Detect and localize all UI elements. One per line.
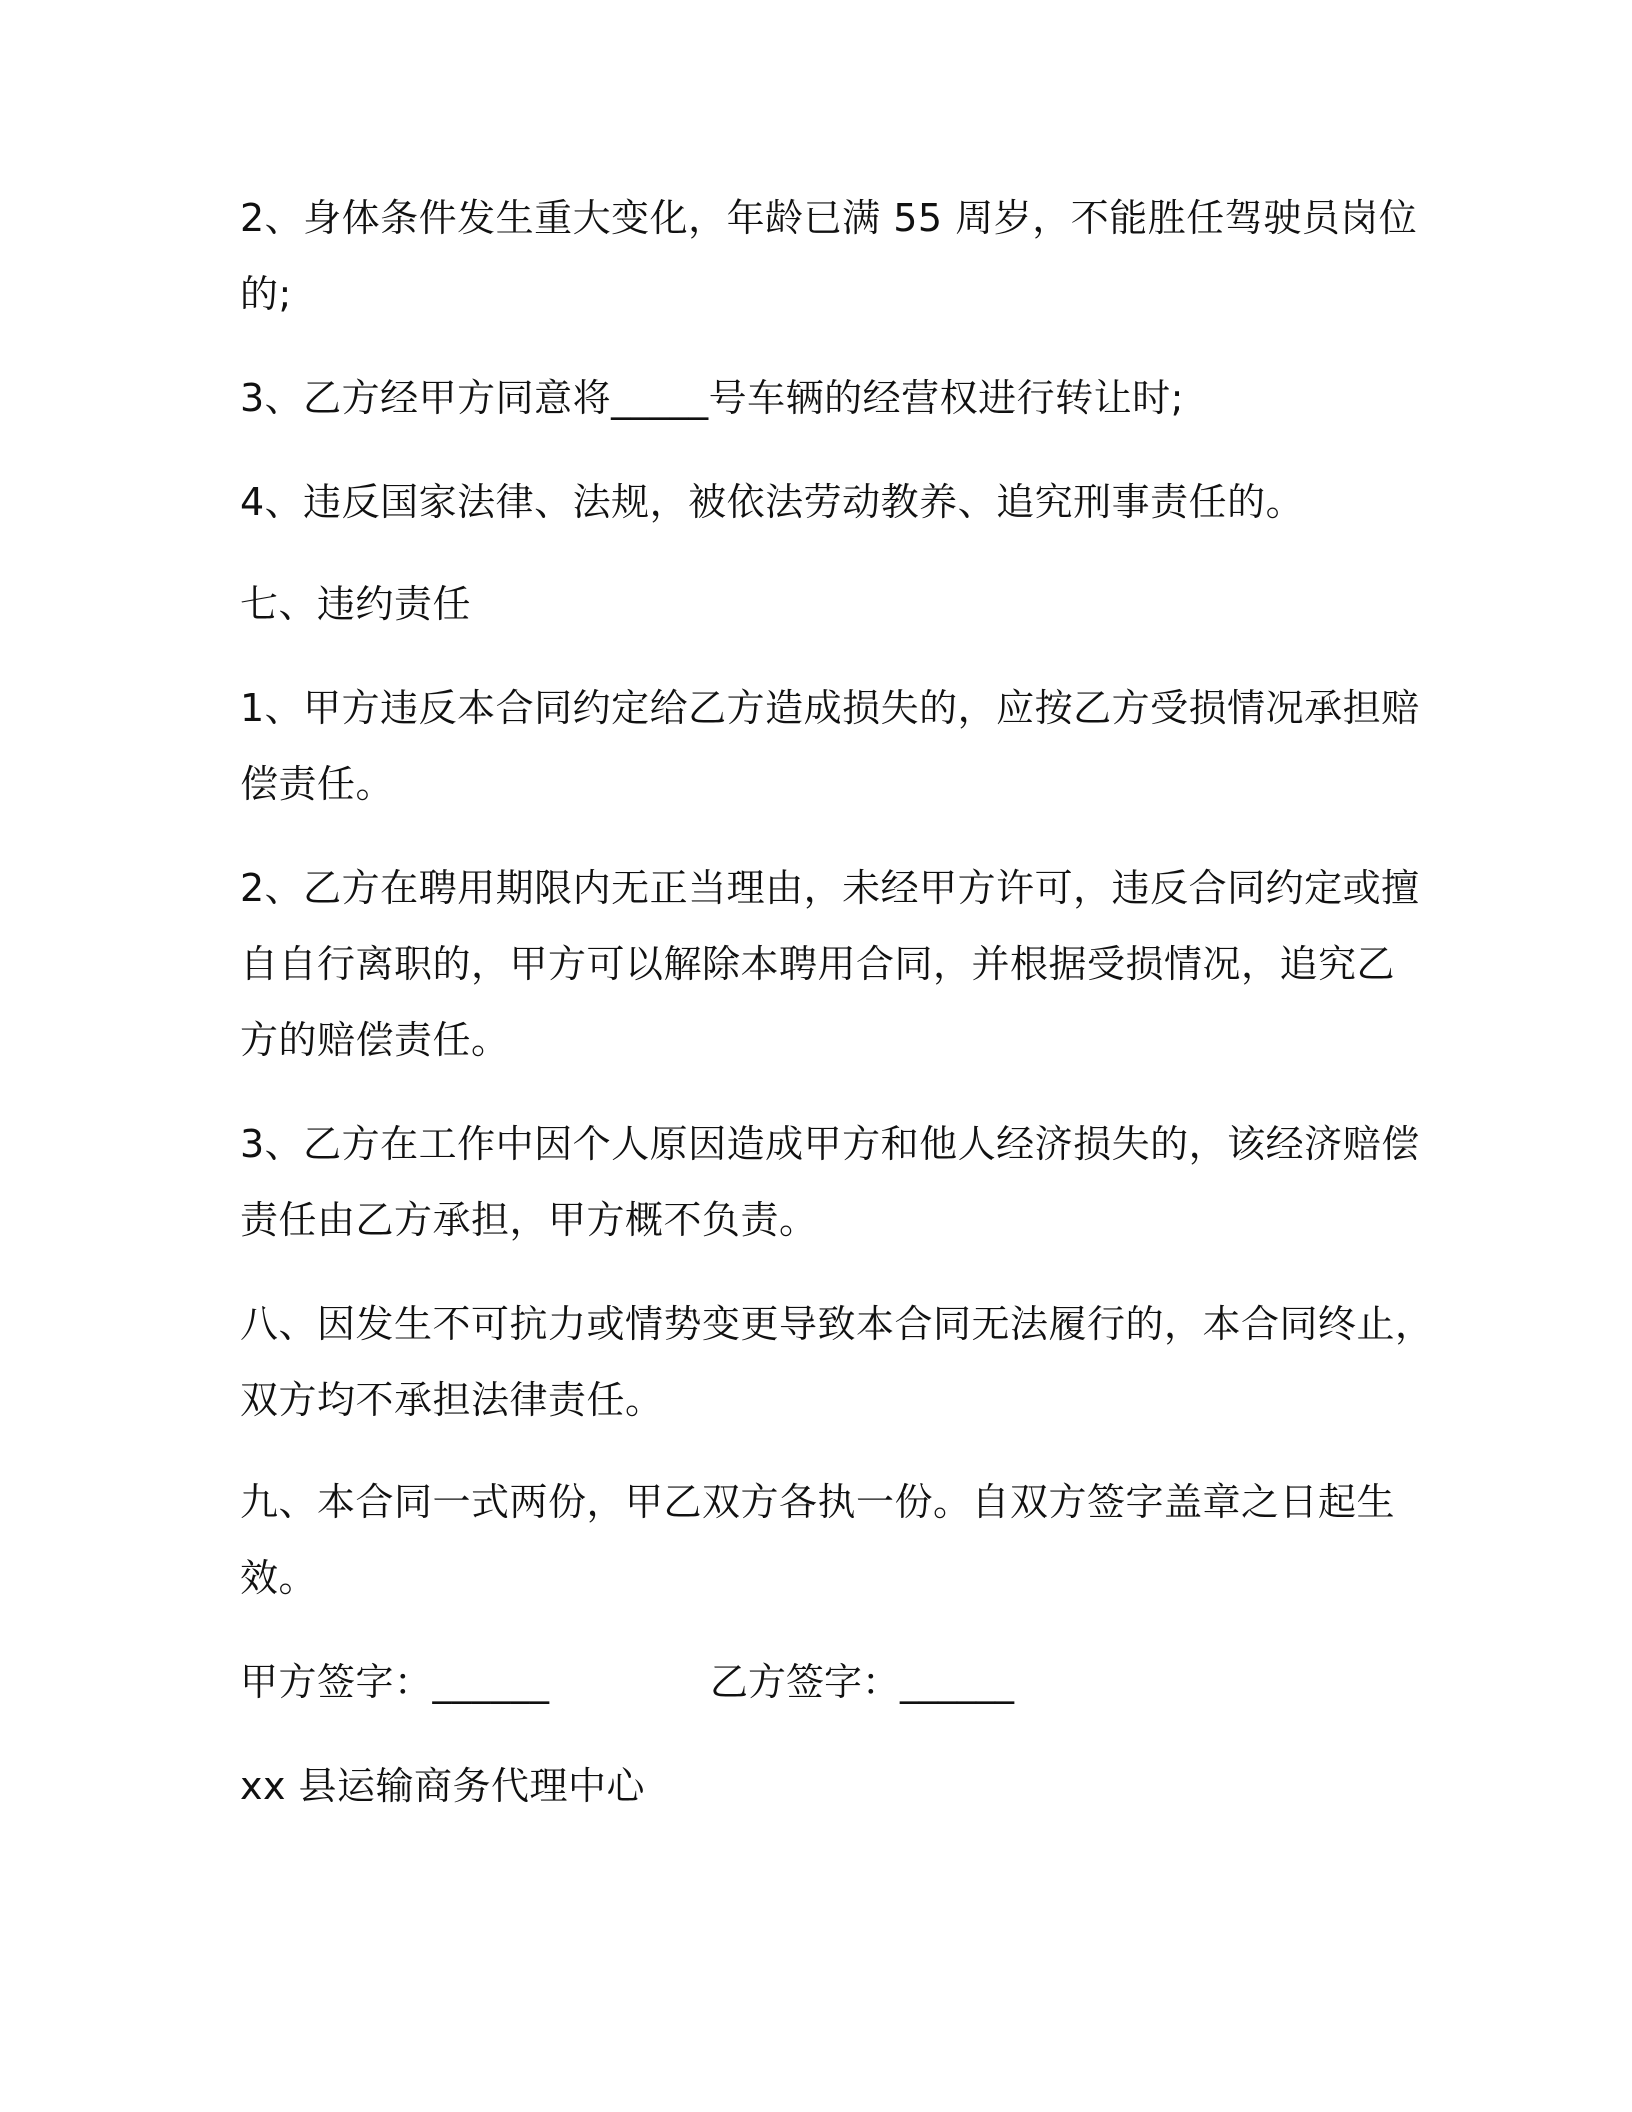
clause-6-3: 3、乙方经甲方同意将_____号车辆的经营权进行转让时;	[240, 376, 1184, 420]
clause-7-2-line-2: 自自行离职的，甲方可以解除本聘用合同，并根据受损情况，追究乙	[240, 942, 1396, 986]
section-9-line-1: 九、本合同一式两份，甲乙双方各执一份。自双方签字盖章之日起生	[240, 1480, 1396, 1524]
party-a-signature: 甲方签字：______	[240, 1660, 550, 1704]
clause-7-1-line-1: 1、甲方违反本合同约定给乙方造成损失的，应按乙方受损情况承担赔	[240, 686, 1420, 730]
section-8-line-1: 八、因发生不可抗力或情势变更导致本合同无法履行的，本合同终止，	[240, 1302, 1434, 1346]
section-8-line-2: 双方均不承担法律责任。	[240, 1378, 664, 1422]
clause-7-3-line-2: 责任由乙方承担，甲方概不负责。	[240, 1198, 818, 1242]
clause-7-3-line-1: 3、乙方在工作中因个人原因造成甲方和他人经济损失的，该经济赔偿	[240, 1122, 1420, 1166]
clause-6-4: 4、违反国家法律、法规，被依法劳动教养、追究刑事责任的。	[240, 480, 1305, 524]
organization-name: xx 县运输商务代理中心	[240, 1764, 646, 1808]
section-9-line-2: 效。	[240, 1556, 318, 1600]
clause-7-2-line-1: 2、乙方在聘用期限内无正当理由，未经甲方许可，违反合同约定或擅	[240, 866, 1420, 910]
section-7-heading: 七、违约责任	[240, 582, 472, 626]
clause-7-1-line-2: 偿责任。	[240, 762, 395, 806]
party-b-signature: 乙方签字：______	[710, 1660, 1015, 1704]
clause-7-2-line-3: 方的赔偿责任。	[240, 1018, 510, 1062]
clause-6-2-line-1: 2、身体条件发生重大变化，年龄已满 55 周岁，不能胜任驾驶员岗位	[240, 196, 1418, 240]
clause-6-2-line-2: 的;	[240, 272, 292, 316]
